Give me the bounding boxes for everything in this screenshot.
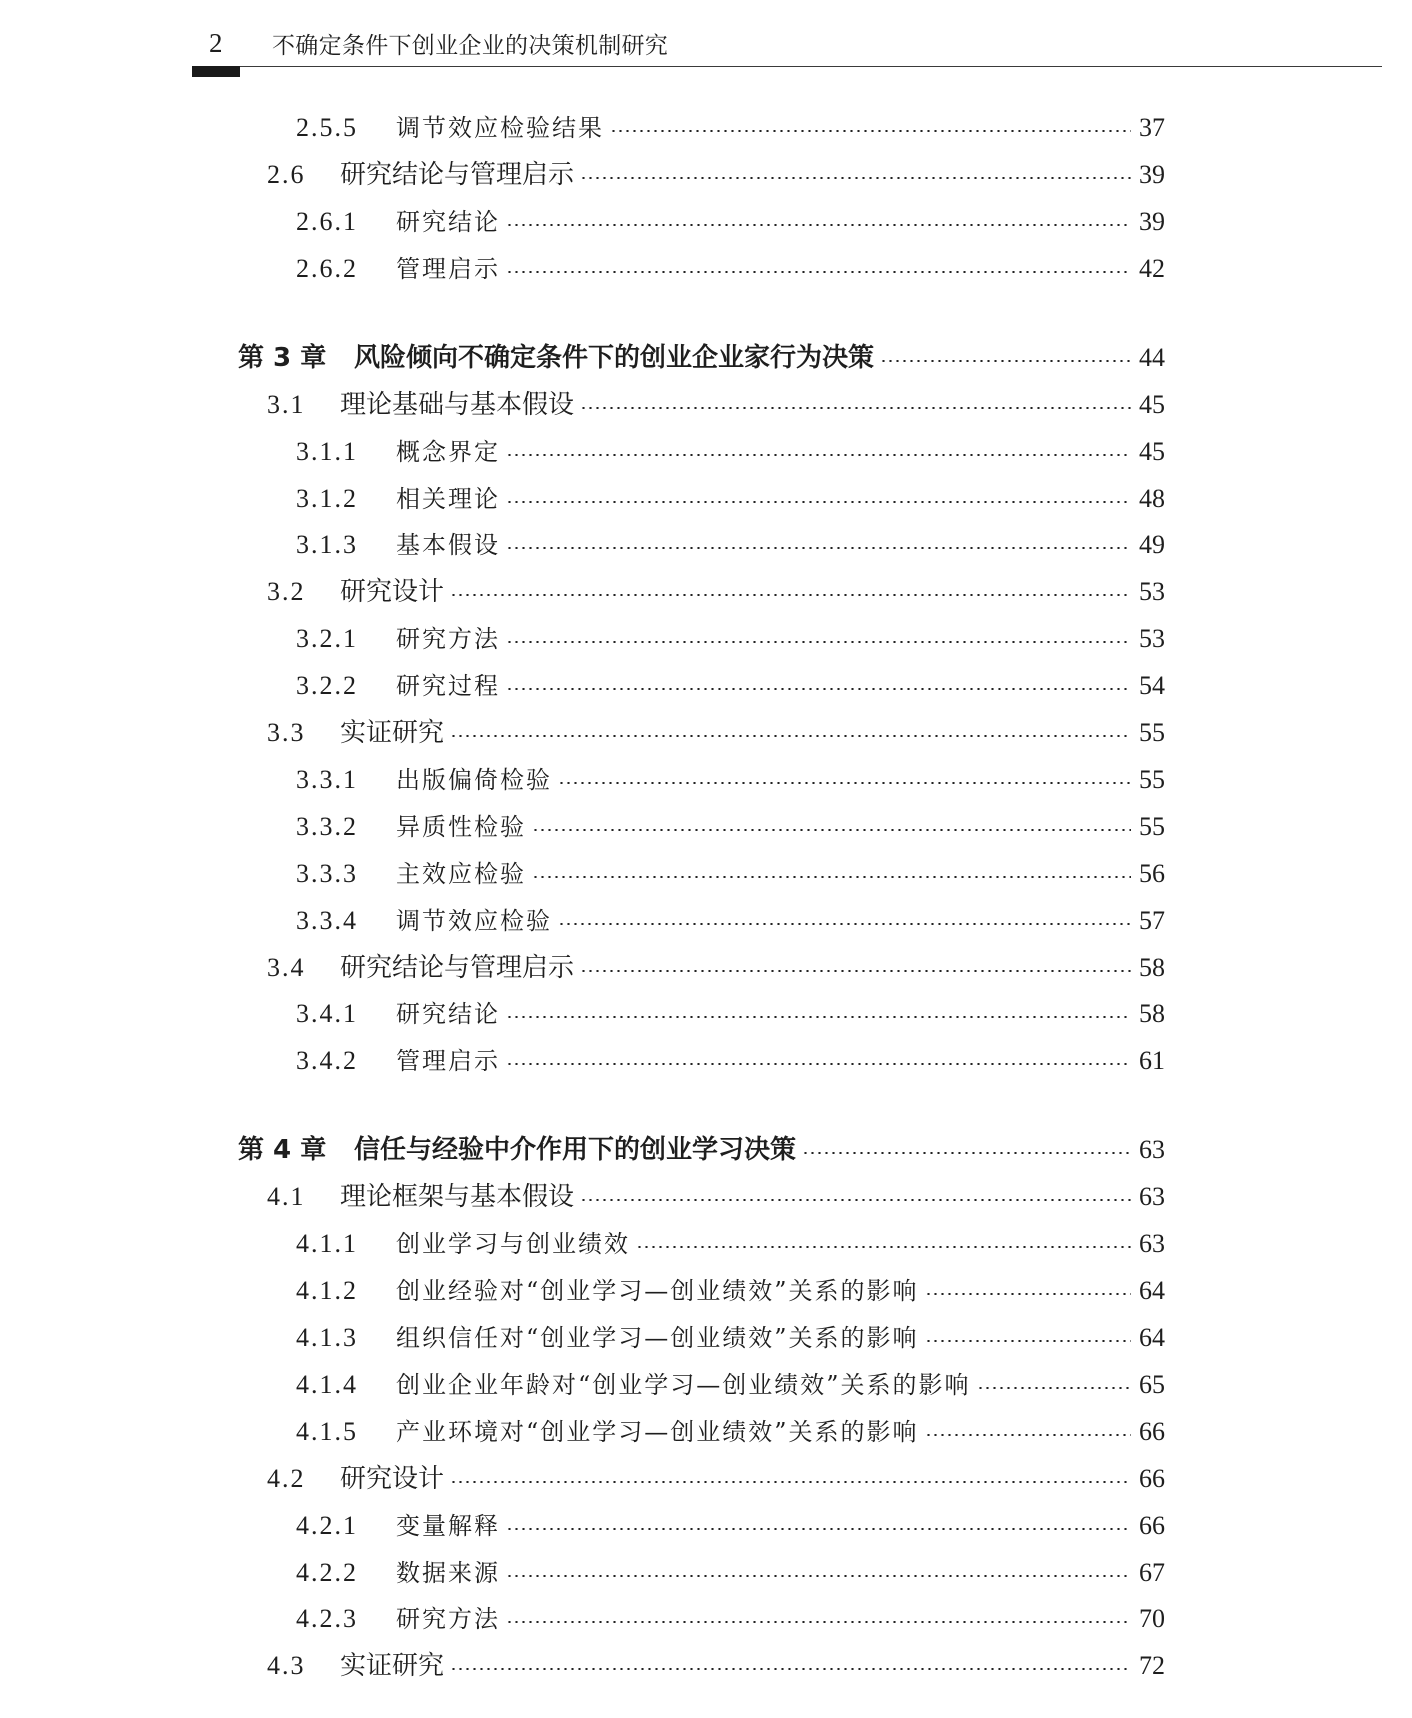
- toc-entry[interactable]: [0, 430, 1412, 474]
- toc-entry-title: 调节效应检验: [396, 907, 552, 935]
- toc-entry-title: 相关理论: [396, 485, 500, 513]
- toc-entry-page: 55: [1139, 718, 1165, 747]
- toc-entry-page: 58: [1139, 999, 1165, 1028]
- toc-entry-page: 64: [1139, 1323, 1165, 1352]
- toc-entry[interactable]: [0, 617, 1412, 661]
- toc-entry-number: 2.6: [267, 160, 306, 189]
- toc-leader-dots: [450, 735, 1131, 737]
- toc-leader-dots: [506, 224, 1131, 226]
- toc-entry-title: 创业学习与创业绩效: [396, 1230, 630, 1258]
- toc-entry-number: 3.4.2: [296, 1046, 358, 1075]
- toc-leader-dots: [506, 1016, 1131, 1018]
- toc-leader-dots: [802, 1152, 1131, 1154]
- toc-entry-page: 45: [1139, 437, 1165, 466]
- toc-entry-page: 45: [1139, 390, 1165, 419]
- toc-entry-title: 实证研究: [340, 1651, 445, 1681]
- toc-leader-dots: [558, 782, 1131, 784]
- toc-leader-dots: [506, 1528, 1131, 1530]
- toc-entry-page: 65: [1139, 1370, 1165, 1399]
- toc-entry-title: 主效应检验: [396, 860, 526, 888]
- toc-entry-page: 39: [1139, 160, 1165, 189]
- toc-entry-number: 4.2.2: [296, 1558, 358, 1587]
- toc-leader-dots: [450, 1481, 1131, 1483]
- toc-entry-title: 实证研究: [340, 718, 445, 748]
- toc-leader-dots: [532, 876, 1131, 878]
- toc-entry-page: 37: [1139, 113, 1165, 142]
- toc-entry-title: 创业企业年龄对“创业学习—创业绩效”关系的影响: [396, 1371, 971, 1399]
- toc-entry-page: 48: [1139, 484, 1165, 513]
- toc-entry-title: 概念界定: [396, 438, 500, 466]
- toc-leader-dots: [925, 1434, 1131, 1436]
- toc-entry[interactable]: [0, 899, 1412, 943]
- toc-leader-dots: [506, 271, 1131, 273]
- toc-entry-number: 2.5.5: [296, 113, 358, 142]
- toc-entry-title: 出版偏倚检验: [396, 766, 552, 794]
- toc-entry-page: 55: [1139, 765, 1165, 794]
- toc-entry[interactable]: [0, 523, 1412, 567]
- toc-leader-dots: [925, 1293, 1131, 1295]
- toc-entry-page: 57: [1139, 906, 1165, 935]
- toc-entry-title: 研究结论: [396, 1000, 500, 1028]
- toc-leader-dots: [532, 829, 1131, 831]
- toc-entry-page: 63: [1139, 1229, 1165, 1258]
- toc-entry-number: 第 4 章: [238, 1135, 327, 1165]
- toc-entry-page: 58: [1139, 953, 1165, 982]
- toc-entry-number: 3.4.1: [296, 999, 358, 1028]
- toc-entry-page: 39: [1139, 207, 1165, 236]
- toc-entry[interactable]: [0, 1597, 1412, 1641]
- toc-entry[interactable]: [0, 200, 1412, 244]
- toc-entry-number: 4.1.2: [296, 1276, 358, 1305]
- toc-entry[interactable]: [0, 383, 1412, 427]
- toc-entry[interactable]: [0, 1269, 1412, 1313]
- toc-entry-title: 管理启示: [396, 255, 500, 283]
- toc-entry-title: 研究方法: [396, 625, 500, 653]
- toc-entry-number: 4.3: [267, 1651, 306, 1680]
- toc-entry-number: 3.3.2: [296, 812, 358, 841]
- toc-entry-number: 4.1.1: [296, 1229, 358, 1258]
- toc-entry-title: 研究结论与管理启示: [340, 953, 575, 983]
- toc-chapter-entry[interactable]: [0, 336, 1412, 380]
- toc-entry-page: 61: [1139, 1046, 1165, 1075]
- toc-entry-page: 49: [1139, 530, 1165, 559]
- toc-entry-title: 调节效应检验结果: [396, 114, 604, 142]
- toc-entry-page: 63: [1139, 1135, 1165, 1164]
- toc-entry[interactable]: [0, 1316, 1412, 1360]
- toc-leader-dots: [925, 1340, 1131, 1342]
- toc-entry[interactable]: [0, 247, 1412, 291]
- toc-entry-number: 3.3: [267, 718, 306, 747]
- toc-leader-dots: [506, 1063, 1131, 1065]
- toc-entry[interactable]: [0, 1504, 1412, 1548]
- toc-entry[interactable]: [0, 1039, 1412, 1083]
- toc-entry-page: 64: [1139, 1276, 1165, 1305]
- toc-leader-dots: [580, 177, 1131, 179]
- toc-entry-number: 4.1.5: [296, 1417, 358, 1446]
- toc-entry-page: 44: [1139, 343, 1165, 372]
- toc-entry-title: 理论框架与基本假设: [340, 1182, 575, 1212]
- toc-entry-page: 67: [1139, 1558, 1165, 1587]
- toc-leader-dots: [506, 454, 1131, 456]
- toc-entry-number: 4.1.4: [296, 1370, 358, 1399]
- toc-entry-number: 4.2.3: [296, 1604, 358, 1633]
- toc-entry-title: 创业经验对“创业学习—创业绩效”关系的影响: [396, 1277, 919, 1305]
- toc-entry-number: 3.3.3: [296, 859, 358, 888]
- toc-entry-page: 56: [1139, 859, 1165, 888]
- toc-entry[interactable]: [0, 1175, 1412, 1219]
- toc-entry-page: 42: [1139, 254, 1165, 283]
- page-number: 2: [209, 28, 223, 58]
- toc-leader-dots: [506, 688, 1131, 690]
- toc-leader-dots: [506, 547, 1131, 549]
- toc-entry-page: 70: [1139, 1604, 1165, 1633]
- toc-entry[interactable]: [0, 106, 1412, 150]
- toc-entry-page: 66: [1139, 1464, 1165, 1493]
- toc-entry-number: 3.2.1: [296, 624, 358, 653]
- toc-entry-number: 3.2: [267, 577, 306, 606]
- toc-entry-title: 研究设计: [340, 1464, 445, 1494]
- toc-leader-dots: [450, 1668, 1131, 1670]
- toc-entry-title: 研究结论与管理启示: [340, 160, 575, 190]
- toc-entry-title: 基本假设: [396, 531, 500, 559]
- toc-entry-page: 72: [1139, 1651, 1165, 1680]
- toc-entry[interactable]: [0, 852, 1412, 896]
- toc-entry-page: 53: [1139, 624, 1165, 653]
- toc-entry-title: 研究过程: [396, 672, 500, 700]
- header-rule-accent: [192, 66, 240, 77]
- toc-leader-dots: [450, 594, 1131, 596]
- toc-entry-page: 54: [1139, 671, 1165, 700]
- toc-entry-page: 66: [1139, 1417, 1165, 1446]
- toc-leader-dots: [580, 407, 1131, 409]
- toc-entry[interactable]: [0, 946, 1412, 990]
- toc-entry-number: 3.3.1: [296, 765, 358, 794]
- toc-entry[interactable]: [0, 1644, 1412, 1688]
- toc-entry-number: 4.1: [267, 1182, 306, 1211]
- toc-entry[interactable]: [0, 1457, 1412, 1501]
- toc-entry[interactable]: [0, 1222, 1412, 1266]
- toc-entry-number: 2.6.2: [296, 254, 358, 283]
- toc-leader-dots: [977, 1387, 1131, 1389]
- toc-entry-title: 风险倾向不确定条件下的创业企业家行为决策: [354, 343, 875, 373]
- toc-leader-dots: [506, 1575, 1131, 1577]
- toc-leader-dots: [506, 1621, 1131, 1623]
- toc-entry-number: 3.3.4: [296, 906, 358, 935]
- toc-entry-title: 数据来源: [396, 1559, 500, 1587]
- toc-entry-number: 4.2.1: [296, 1511, 358, 1540]
- toc-entry-title: 产业环境对“创业学习—创业绩效”关系的影响: [396, 1418, 919, 1446]
- toc-entry[interactable]: [0, 1410, 1412, 1454]
- toc-entry-number: 3.2.2: [296, 671, 358, 700]
- toc-entry[interactable]: [0, 664, 1412, 708]
- toc-entry-page: 63: [1139, 1182, 1165, 1211]
- toc-entry[interactable]: [0, 711, 1412, 755]
- toc-entry-number: 3.1.3: [296, 530, 358, 559]
- toc-entry-title: 异质性检验: [396, 813, 526, 841]
- toc-entry-number: 4.2: [267, 1464, 306, 1493]
- toc-entry-title: 研究设计: [340, 577, 445, 607]
- toc-entry[interactable]: [0, 1363, 1412, 1407]
- toc-entry-title: 变量解释: [396, 1512, 500, 1540]
- toc-entry[interactable]: [0, 1551, 1412, 1595]
- running-header: [0, 0, 1412, 80]
- toc-entry[interactable]: [0, 477, 1412, 521]
- toc-entry-number: 3.1: [267, 390, 306, 419]
- toc-entry-page: 66: [1139, 1511, 1165, 1540]
- toc-entry-title: 组织信任对“创业学习—创业绩效”关系的影响: [396, 1324, 919, 1352]
- toc-entry-title: 信任与经验中介作用下的创业学习决策: [354, 1135, 797, 1165]
- toc-entry[interactable]: [0, 570, 1412, 614]
- toc-leader-dots: [580, 1199, 1131, 1201]
- toc-leader-dots: [506, 641, 1131, 643]
- toc-entry-page: 55: [1139, 812, 1165, 841]
- toc-entry-number: 2.6.1: [296, 207, 358, 236]
- toc-entry[interactable]: [0, 153, 1412, 197]
- toc-entry[interactable]: [0, 758, 1412, 802]
- toc-leader-dots: [506, 501, 1131, 503]
- toc-entry-title: 管理启示: [396, 1047, 500, 1075]
- toc-entry-number: 第 3 章: [238, 343, 327, 373]
- toc-entry-number: 3.4: [267, 953, 306, 982]
- toc-entry-page: 53: [1139, 577, 1165, 606]
- toc-leader-dots: [580, 970, 1131, 972]
- toc-entry-number: 4.1.3: [296, 1323, 358, 1352]
- toc-leader-dots: [636, 1246, 1131, 1248]
- toc-entry-number: 3.1.1: [296, 437, 358, 466]
- toc-leader-dots: [880, 360, 1131, 362]
- toc-entry-number: 3.1.2: [296, 484, 358, 513]
- toc-entry-title: 研究方法: [396, 1605, 500, 1633]
- toc-leader-dots: [558, 923, 1131, 925]
- toc-entry-title: 研究结论: [396, 208, 500, 236]
- book-title: 不确定条件下创业企业的决策机制研究: [272, 33, 669, 59]
- toc-entry[interactable]: [0, 805, 1412, 849]
- toc-chapter-entry[interactable]: [0, 1128, 1412, 1172]
- toc-entry-title: 理论基础与基本假设: [340, 390, 575, 420]
- header-rule: [192, 66, 1382, 67]
- toc-leader-dots: [610, 130, 1131, 132]
- toc-entry[interactable]: [0, 992, 1412, 1036]
